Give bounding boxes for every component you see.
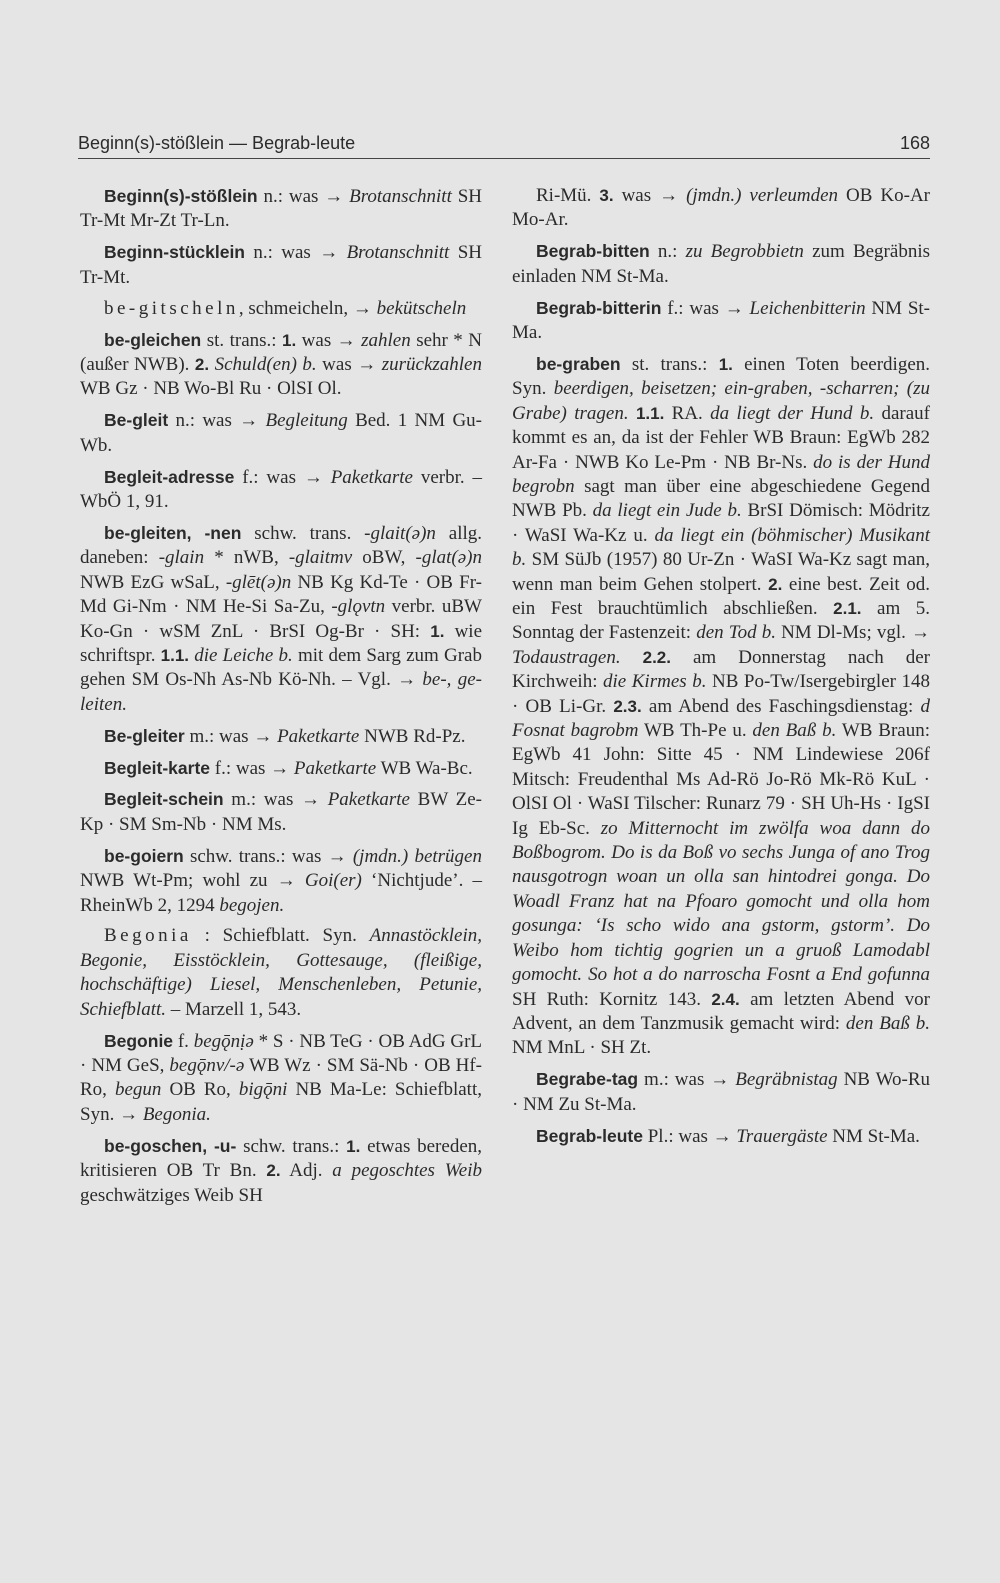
sense-number: 1. — [430, 621, 445, 641]
running-head: Beginn(s)-stößlein — Begrab-leute — [78, 133, 356, 153]
italic-text: da liegt ein Jude b. — [592, 500, 742, 522]
entry-text: mit dem Sarg zum Grab gehen SM Os-Nh As-Nb Kö-Nh. – Vgl. → — [80, 644, 482, 691]
entry-text: m.: was → — [638, 1069, 736, 1091]
italic-text: begǭnv/-ə — [169, 1055, 245, 1076]
italic-text: begun — [114, 1079, 162, 1101]
entry-text: SH Tr-Mt. — [80, 242, 482, 288]
italic-text: die Leiche b. — [194, 644, 293, 666]
italic-text: da liegt der Hund b. — [710, 402, 875, 424]
entry-text: st. trans.: — [620, 353, 719, 375]
entry-text: am letzten Abend vor Advent, an dem Tanzmusik gemacht wird: — [512, 988, 931, 1034]
sense-number: 1. — [346, 1136, 361, 1156]
entry-text: sagt man über eine abgeschiedene Gegend NWB Pb. — [512, 475, 930, 522]
italic-text: a pegoschtes Weib — [332, 1160, 482, 1182]
entry-text: einen Toten beerdigen. Syn. — [512, 353, 931, 400]
entry-headword: Begleit-karte — [104, 757, 211, 778]
sense-number: 1. — [282, 330, 297, 350]
italic-text: den Baß b. — [752, 720, 837, 742]
entry-text: wie schriftspr. — [80, 620, 482, 666]
entry-text: RA. — [664, 402, 711, 424]
entry-text: n.: was → — [245, 242, 347, 264]
entry-text: SH Tr-Mt Mr-Zt Tr-Ln. — [80, 186, 483, 232]
entry-headword: be-goiern — [104, 845, 184, 866]
entry-text: was → — [296, 329, 362, 351]
entry-text — [629, 403, 636, 424]
entry-text: BW Ze-Kp · SM Sm-Nb · NM Ms. — [80, 789, 482, 835]
italic-text: be-, ge-leiten. — [80, 669, 482, 715]
italic-text: den Tod b. — [696, 622, 776, 644]
italic-text: Goi(er) — [304, 870, 362, 892]
entry-text: NB Ma-Le: Schiefblatt, Syn. → — [80, 1079, 482, 1125]
entry-text: f.: was → — [661, 297, 750, 319]
dictionary-entry — [512, 1124, 930, 1149]
italic-text: da liegt ein (böhmischer) Musikant b. — [512, 524, 930, 571]
italic-text: d Fosnat bagrobm — [512, 695, 930, 742]
sense-number: 2. — [266, 1161, 281, 1181]
dictionary-entry — [80, 240, 482, 290]
entry-headword: Begrabe-tag — [536, 1069, 639, 1090]
entry-text: m.: was → — [184, 725, 278, 747]
entry-text: NB Wo-Ru · NM Zu St-Ma. — [512, 1069, 930, 1115]
entry-text: SH Ruth: Kornitz 143. — [512, 988, 712, 1010]
italic-text: (jmdn.) betrügen — [352, 845, 482, 867]
entry-headword: Be-gleit — [104, 410, 169, 431]
dictionary-entry — [80, 297, 482, 321]
entry-text: sehr * N (außer NWB). — [80, 329, 482, 375]
entry-text: Ri-Mü. — [536, 185, 600, 206]
entry-headword: be-gleiten, -nen — [104, 522, 242, 543]
sense-number: 2. — [194, 354, 210, 374]
entry-text: Pl.: was → — [642, 1125, 737, 1147]
italic-text: Trauergäste — [736, 1125, 828, 1147]
italic-text: zo Mitternocht im zwölfa woa dann do Boßbogrom. Do is da Boß vo sechs Junga of ano Trog nausgotrogn woan un olla san hintodrei gonga. Do Woadl Franz hat na Pfoaro gomocht und olla hom gosunga: ‘Is scho wido ana gstorm, gstorm’. Do Weibo hom tichtig gogrien un a gruoß Lamodabl gomocht. So hot a do narroscha Fosnt a End gofunna — [512, 817, 930, 986]
page-header — [78, 128, 930, 159]
entry-text: NB Po-Tw/Isergebirgler 148 · OB Li-Gr. — [512, 671, 930, 717]
italic-text: begǭnịə — [193, 1030, 254, 1052]
dictionary-entry — [80, 408, 482, 458]
italic-text: (jmdn.) verleumden — [686, 185, 839, 206]
entry-text: Adj. — [280, 1160, 333, 1182]
entry-text: * S · NB TeG · OB AdG GrL · NM GeS, — [80, 1030, 482, 1076]
sense-number: 1.1. — [160, 645, 190, 665]
entry-text: geschwätziges Weib SH — [80, 1184, 263, 1206]
italic-text: Paketkarte — [277, 725, 360, 747]
right-column — [512, 184, 930, 1155]
entry-text: * nWB, — [204, 547, 289, 569]
dictionary-entry — [512, 1067, 930, 1117]
entry-text: n.: — [649, 241, 686, 263]
entry-headword: Begrab-bitterin — [536, 297, 662, 318]
dictionary-entry — [512, 184, 930, 233]
entry-text: n.: was → — [257, 186, 350, 207]
sense-number: 1. — [718, 354, 733, 374]
italic-text: -glaitmv — [288, 547, 353, 569]
italic-text: do is der Hund begrobn — [512, 451, 930, 497]
entry-text: WB Th-Pe u. — [638, 720, 753, 742]
entry-headword: be-goschen, -u- — [104, 1135, 237, 1156]
italic-text: Paketkarte — [330, 466, 413, 488]
entry-text: etwas bereden, kritisieren OB Tr Bn. — [80, 1135, 483, 1182]
entry-text: NM St-Ma. — [827, 1125, 920, 1147]
entry-headword: Begonie — [104, 1030, 174, 1051]
entry-text: was → — [316, 353, 382, 375]
page-number: 168 — [899, 133, 930, 153]
entry-text: NB Kg Kd-Te · OB Fr-Md Gi-Nm · NM He-Si Sa-Zu, — [80, 571, 482, 618]
italic-text: Begräbnistag — [735, 1069, 838, 1091]
entry-text: m.: was → — [223, 789, 328, 811]
entry-text: am Donnerstag nach der Kirchweih: — [512, 646, 930, 693]
entry-text: st. trans.: — [201, 329, 283, 351]
italic-text: zahlen — [361, 329, 411, 351]
italic-text: zurückzahlen — [381, 353, 482, 375]
entry-text: verbr. – WbÖ 1, 91. — [80, 466, 482, 512]
italic-text: den Baß b. — [845, 1012, 930, 1034]
entry-text: f.: was → — [210, 757, 294, 779]
italic-text: -glat(ə)n — [415, 547, 482, 569]
sense-number: 1.1. — [635, 403, 665, 423]
italic-text: Begonia. — [142, 1103, 211, 1125]
italic-text: die Kirmes b. — [603, 671, 707, 693]
entry-text: am 5. Sonntag der Fastenzeit: — [512, 598, 930, 644]
dictionary-entry — [512, 352, 930, 1061]
entry-text: n.: was → — [168, 410, 266, 432]
dictionary-entry — [80, 756, 482, 781]
sense-number: 2.4. — [711, 989, 740, 1009]
entry-text: schw. trans. — [241, 522, 365, 544]
entry-headword: be-gleichen — [104, 329, 202, 350]
entry-text: f. — [173, 1030, 194, 1052]
entry-text: darauf kommt es an, da ist der Fehler WB Braun: EgWb 282 Ar-Fa · NWB Ko Le-Pm · NB Br-Ns. — [512, 402, 930, 473]
entry-text: ‘Nichtjude’. – RheinWb 2, 1294 — [80, 870, 482, 916]
entry-text: eine best. Zeit od. ein Fest brauchtümlich abschließen. — [512, 573, 931, 619]
entry-text: : Schiefblatt. Syn. — [191, 925, 370, 947]
dictionary-entry — [512, 239, 930, 289]
sense-number: 2. — [768, 574, 783, 594]
italic-text: begojen. — [219, 894, 285, 916]
italic-text: -glait(ə)n — [364, 522, 436, 544]
italic-text: zu Begrobbietn — [685, 241, 804, 263]
italic-text: beerdigen, beisetzen; ein-graben, -scharren; (zu Grabe) tragen. — [512, 378, 930, 424]
dictionary-entry — [80, 787, 482, 837]
italic-text: Annastöcklein, Begonie, Eisstöcklein, Gottesauge, (fleißige, hochschäftige) Liesel, Menschenleben, Petunie, Schiefblatt. — [80, 925, 482, 1020]
entry-headword: Be-gleiter — [104, 725, 185, 746]
entry-headword-spaced: be-gitscheln — [104, 297, 239, 319]
entry-text: am Abend des Faschingsdienstag: — [641, 695, 921, 717]
italic-text: bigǭni — [238, 1079, 288, 1101]
entry-text: zum Begräbnis einladen NM St-Ma. — [512, 241, 930, 287]
italic-text: -glǫvtn — [331, 596, 386, 618]
entry-text: OB Ro, — [161, 1079, 239, 1101]
dictionary-entry — [80, 1029, 482, 1128]
entry-text: , schmeicheln, → — [238, 297, 377, 319]
italic-text: -glain — [158, 547, 205, 569]
entry-headword: Beginn-stücklein — [104, 242, 245, 263]
entry-text: NWB EzG wSaL, — [80, 571, 226, 593]
entry-text: BrSI Dömisch: Mödritz · WaSI Wa-Kz u. — [512, 500, 930, 546]
entry-text: OB Ko-Ar Mo-Ar. — [512, 185, 930, 231]
italic-text: Paketkarte — [327, 789, 410, 811]
entry-text: NM MnL · SH Zt. — [512, 1037, 652, 1059]
entry-text: f.: was → — [234, 466, 331, 488]
dictionary-entry — [80, 1134, 482, 1208]
italic-text: Schuld(en) b. — [214, 353, 317, 375]
entry-text: NM Dl-Ms; vgl. → — [775, 622, 930, 644]
italic-text: Brotanschnitt — [346, 242, 450, 264]
entry-text: oBW, — [352, 547, 416, 569]
dictionary-entry — [80, 924, 482, 1022]
left-column — [80, 184, 482, 1214]
dictionary-entry — [512, 296, 930, 346]
entry-text: NM St-Ma. — [512, 297, 931, 344]
entry-text: WB Wa-Bc. — [376, 757, 473, 779]
dictionary-entry — [80, 465, 482, 515]
entry-headword: Beginn(s)-stößlein — [104, 186, 258, 206]
entry-headword: be-graben — [536, 353, 621, 374]
sense-number: 3. — [599, 186, 614, 205]
italic-text: Brotanschnitt — [349, 186, 452, 207]
sense-number: 2.3. — [613, 696, 642, 716]
dictionary-entry — [80, 844, 482, 918]
italic-text: bekütscheln — [376, 297, 467, 319]
dictionary-entry — [80, 521, 482, 717]
entry-text: allg. daneben: — [80, 522, 483, 569]
sense-number: 2.1. — [833, 599, 862, 618]
entry-headword: Begrab-bitten — [536, 241, 650, 262]
entry-text: verbr. uBW Ko-Gn · wSM ZnL · BrSI Og-Br · SH: — [80, 596, 482, 642]
entry-headword: Begleit-schein — [104, 789, 224, 810]
entry-headword: Begrab-leute — [536, 1125, 643, 1146]
entry-text: – Marzell 1, 543. — [166, 998, 302, 1020]
entry-text: WB Wz · SM Sä-Nb · OB Hf-Ro, — [80, 1055, 482, 1101]
dictionary-entry — [80, 328, 482, 402]
italic-text: Leichenbitterin — [749, 297, 866, 319]
italic-text: Begleitung — [265, 410, 348, 432]
sense-number: 2.2. — [642, 647, 671, 667]
entry-headword-spaced: Begonia — [104, 925, 192, 947]
entry-text: schw. trans.: was → — [183, 845, 353, 867]
italic-text: Todaustragen. — [512, 646, 621, 668]
italic-text: Paketkarte — [293, 757, 377, 779]
entry-text: WB Gz · NB Wo-Bl Ru · OlSI Ol. — [80, 378, 342, 400]
entry-text: was → — [613, 185, 687, 206]
entry-text — [621, 647, 643, 668]
entry-text: NWB Wt-Pm; wohl zu → — [80, 870, 305, 892]
italic-text: -glēt(ə)n — [225, 571, 292, 593]
dictionary-entry — [80, 184, 482, 234]
entry-text: schw. trans.: — [236, 1135, 347, 1157]
entry-text: NWB Rd-Pz. — [359, 725, 466, 747]
entry-text: Bed. 1 NM Gu-Wb. — [80, 410, 482, 456]
entry-text: SM SüJb (1957) 80 Ur-Zn · WaSI Wa-Kz sagt man, wenn man beim Gehen stolpert. — [512, 549, 930, 595]
entry-headword: Begleit-adresse — [104, 466, 235, 487]
dictionary-entry — [80, 724, 482, 749]
entry-text: WB Braun: EgWb 41 John: Sitte 45 · NM Lindewiese 206f Mitsch: Freudenthal Ms Ad-Rö Jo-Rö Mk-Rö KuL · OlSI Ol · WaSI Tilscher: Runarz 79 · SH Uh-Hs · IgSI Ig Eb-Sc. — [512, 720, 930, 839]
